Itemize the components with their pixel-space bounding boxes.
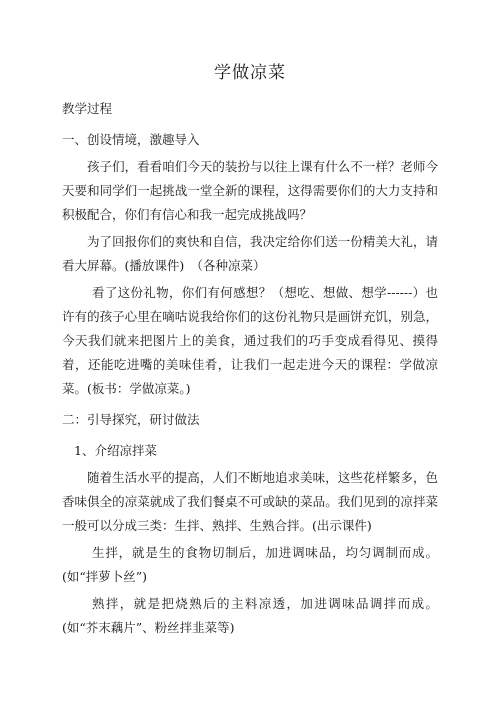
paragraph-4: 随着生活水平的提高，人们不断地追求美味，这些花样繁多，色香味俱全的凉菜就成了我们餐桌不可或缺的菜品。我们见到的凉拌菜一般可以分成三类：生拌、熟拌、生熟合拌。(出示课件) — [62, 470, 438, 533]
paragraph-6: 熟拌，就是把烧熟后的主料凉透，加进调味品调拌而成。(如“芥末藕片”、粉丝拌韭菜等) — [62, 596, 438, 635]
subsection-1-heading: 1、介绍凉拌菜 — [74, 443, 157, 458]
paragraph-1: 孩子们，看看咱们今天的装扮与以往上课有什么不一样？老师今天要和同学们一起挑战一堂全新的课程，这得需要你们的大力支持和积极配合，你们有信心和我一起完成挑战吗？ — [62, 159, 438, 222]
section-2-heading: 二：引导探究，研讨做法 — [62, 412, 200, 427]
section-1-heading: 一、创设情境，激趣导入 — [62, 132, 200, 147]
paragraph-2: 为了回报你们的爽快和自信，我决定给你们送一份精美大礼，请看大屏幕。(播放课件) （各种凉菜） — [62, 234, 438, 273]
section-heading: 教学过程 — [62, 101, 113, 116]
paragraph-5: 生拌，就是生的食物切制后，加进调味品，均匀调制而成。(如“拌萝卜丝”) — [62, 545, 438, 584]
document-title: 学做凉菜 — [214, 63, 286, 83]
paragraph-3: 看了这份礼物，你们有何感想？（想吃、想做、想学------）也许有的孩子心里在嘀咕说我给你们的这份礼物只是画饼充饥，别急，今天我们就来把图片上的美食，通过我们的巧手变成看得见、摸得着，还能吃进嘴的美味佳肴，让我们一起走进今天的课程：学做凉菜。(板书：学做凉菜。) — [62, 285, 438, 396]
